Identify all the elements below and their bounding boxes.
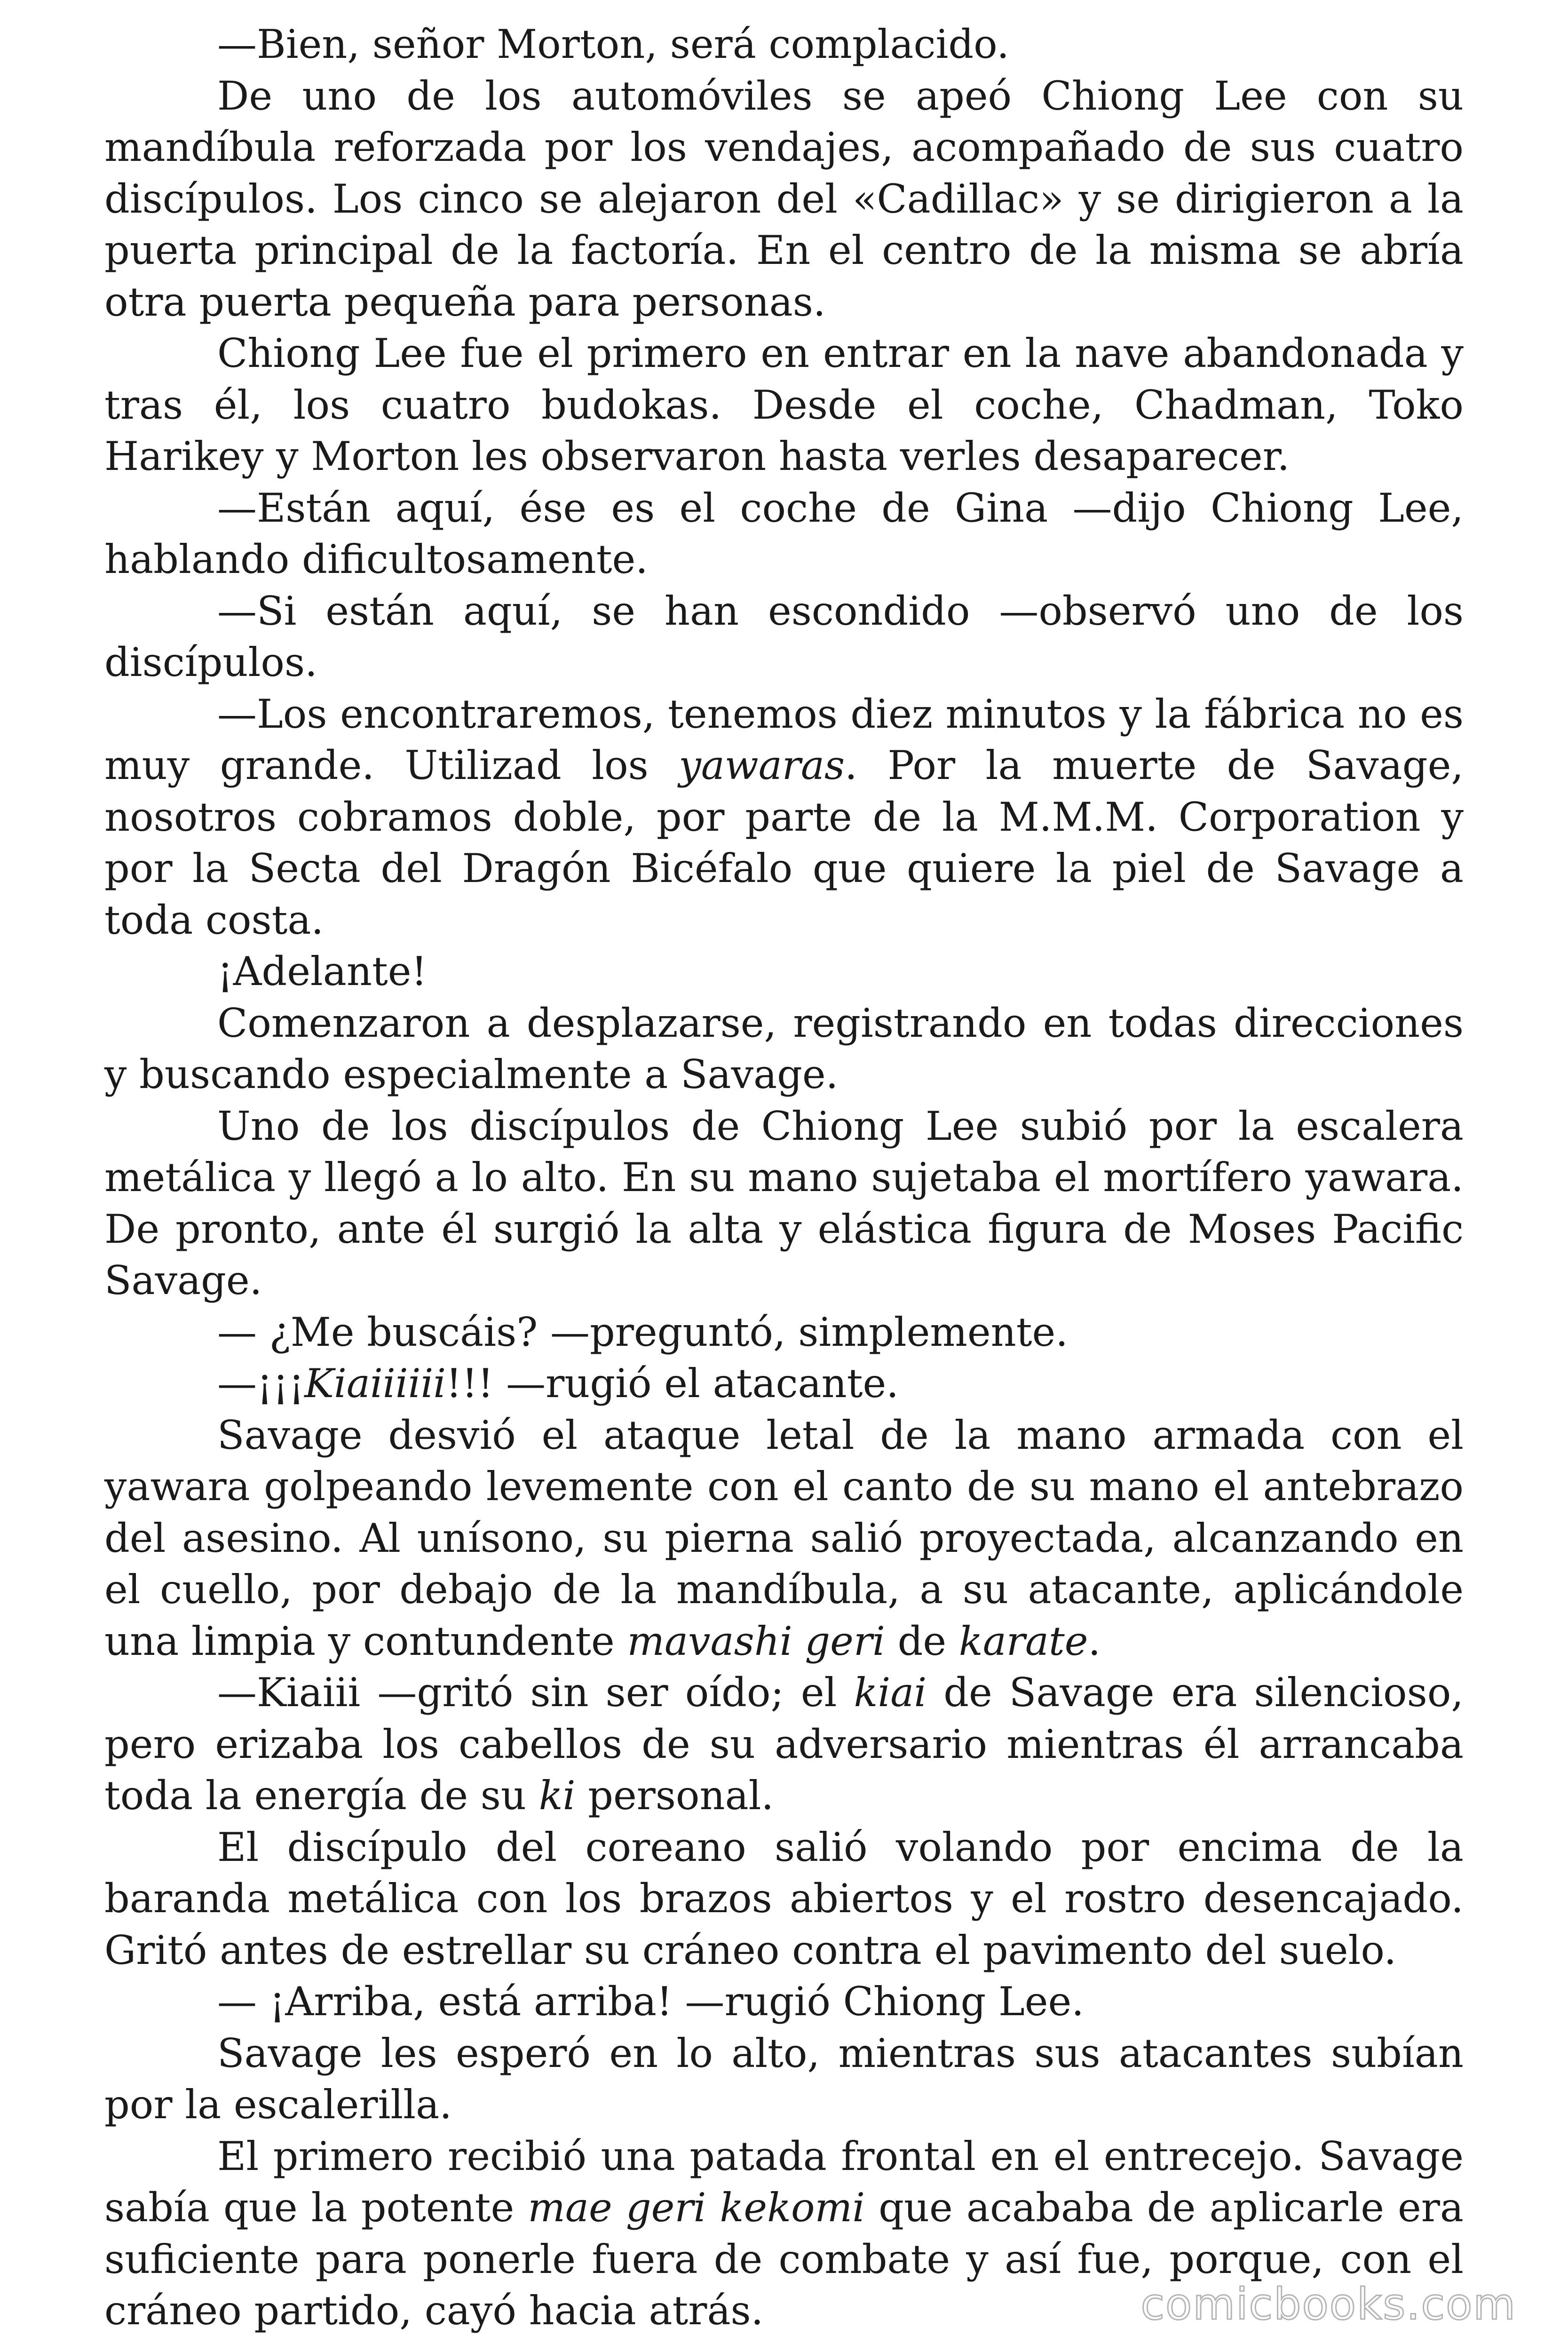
paragraph bbox=[104, 328, 1464, 483]
paragraph bbox=[104, 1410, 1464, 1668]
text-run: . bbox=[1088, 1618, 1101, 1664]
paragraph bbox=[104, 1101, 1464, 1307]
text-run: —Bien, señor Morton, será complacido. bbox=[217, 21, 1009, 67]
text-run: — ¿Me buscáis? —preguntó, simplemente. bbox=[217, 1309, 1068, 1355]
paragraph bbox=[104, 1307, 1464, 1359]
italic-text-run: mavashi geri bbox=[627, 1618, 885, 1664]
paragraph bbox=[104, 689, 1464, 946]
text-run: personal. bbox=[575, 1772, 774, 1819]
text-run: de bbox=[885, 1618, 959, 1664]
text-run: —Kiaiii —gritó sin ser oído; el bbox=[217, 1669, 854, 1716]
text-run: —Los encontraremos, tenemos diez minutos y la fábrica no es muy grande. Utilizad los bbox=[104, 691, 1464, 788]
italic-text-run: karate bbox=[958, 1618, 1088, 1664]
paragraph bbox=[104, 586, 1464, 689]
text-run: De uno de los automóviles se apeó Chiong Lee con su mandíbula reforzada por los vendajes, acompañado de sus cuatro discípulos. Los cinco se alejaron del «Cadillac» y se dirigieron a la puerta principal de la factoría. En el centro de la misma se abría otra puerta pequeña para personas. bbox=[104, 72, 1464, 325]
text-run: —Si están aquí, se han escondido —observó uno de los discípulos. bbox=[104, 588, 1464, 685]
paragraph bbox=[104, 71, 1464, 328]
italic-text-run: Kiaiiiiii bbox=[304, 1360, 446, 1406]
text-run: Chiong Lee fue el primero en entrar en la nave abandonada y tras él, los cuatro budokas. Desde el coche, Chadman, Toko Harikey y Morton les observaron hasta verles desaparecer. bbox=[104, 330, 1464, 479]
paragraph bbox=[104, 19, 1464, 71]
italic-text-run: ki bbox=[539, 1772, 576, 1819]
book-page-body bbox=[104, 19, 1464, 2337]
text-run: —¡¡¡ bbox=[217, 1360, 305, 1406]
paragraph bbox=[104, 1822, 1464, 1977]
italic-text-run: mae geri kekomi bbox=[528, 2185, 865, 2231]
paragraph bbox=[104, 1976, 1464, 2028]
text-run: Savage les esperó en lo alto, mientras sus atacantes subían por la escalerilla. bbox=[104, 2030, 1464, 2128]
text-run: ¡Adelante! bbox=[217, 948, 428, 994]
text-run: El primero recibió una patada frontal en el entrecejo. Savage sabía que la potente bbox=[104, 2133, 1464, 2231]
paragraph bbox=[104, 2028, 1464, 2131]
paragraph bbox=[104, 1667, 1464, 1822]
text-run: — ¡Arriba, está arriba! —rugió Chiong Lee. bbox=[217, 1979, 1084, 2025]
text-run: Uno de los discípulos de Chiong Lee subió por la escalera metálica y llegó a lo alto. En su mano sujetaba el mortífero yawara. De pronto, ante él surgió la alta y elástica figura de Moses Pacific Savage. bbox=[104, 1103, 1464, 1303]
paragraph bbox=[104, 998, 1464, 1101]
text-run: !!! —rugió el atacante. bbox=[446, 1360, 899, 1406]
text-run: Comenzaron a desplazarse, registrando en todas direcciones y buscando especialmente a Savage. bbox=[104, 1000, 1464, 1097]
italic-text-run: kiai bbox=[854, 1669, 927, 1716]
watermark-text: comicbooks.com bbox=[1140, 2279, 1516, 2329]
paragraph bbox=[104, 1358, 1464, 1410]
paragraph bbox=[104, 483, 1464, 586]
paragraph bbox=[104, 946, 1464, 998]
text-run: —Están aquí, ése es el coche de Gina —dijo Chiong Lee, hablando dificultosamente. bbox=[104, 485, 1464, 582]
text-run: . Por la muerte de Savage, nosotros cobramos doble, por parte de la M.M.M. Corporation y por la Secta del Dragón Bicéfalo que quiere la piel de Savage a toda costa. bbox=[104, 742, 1464, 943]
text-run: que acababa de aplicarle era suficiente para ponerle fuera de combate y así fue, porque, con el cráneo partido, cayó hacia atrás. bbox=[104, 2185, 1464, 2334]
italic-text-run: yawaras bbox=[679, 742, 845, 788]
text-run: de Savage era silencioso, pero erizaba los cabellos de su adversario mientras él arrancaba toda la energía de su bbox=[104, 1669, 1464, 1819]
text-run: Savage desvió el ataque letal de la mano armada con el yawara golpeando levemente con el canto de su mano el antebrazo del asesino. Al unísono, su pierna salió proyectada, alcanzando en el cuello, por debajo de la mandíbula, a su atacante, aplicándole una limpia y contundente bbox=[104, 1412, 1464, 1664]
text-run: El discípulo del coreano salió volando por encima de la baranda metálica con los brazos abiertos y el rostro desencajado. Gritó antes de estrellar su cráneo contra el pavimento del suelo. bbox=[104, 1824, 1464, 1973]
